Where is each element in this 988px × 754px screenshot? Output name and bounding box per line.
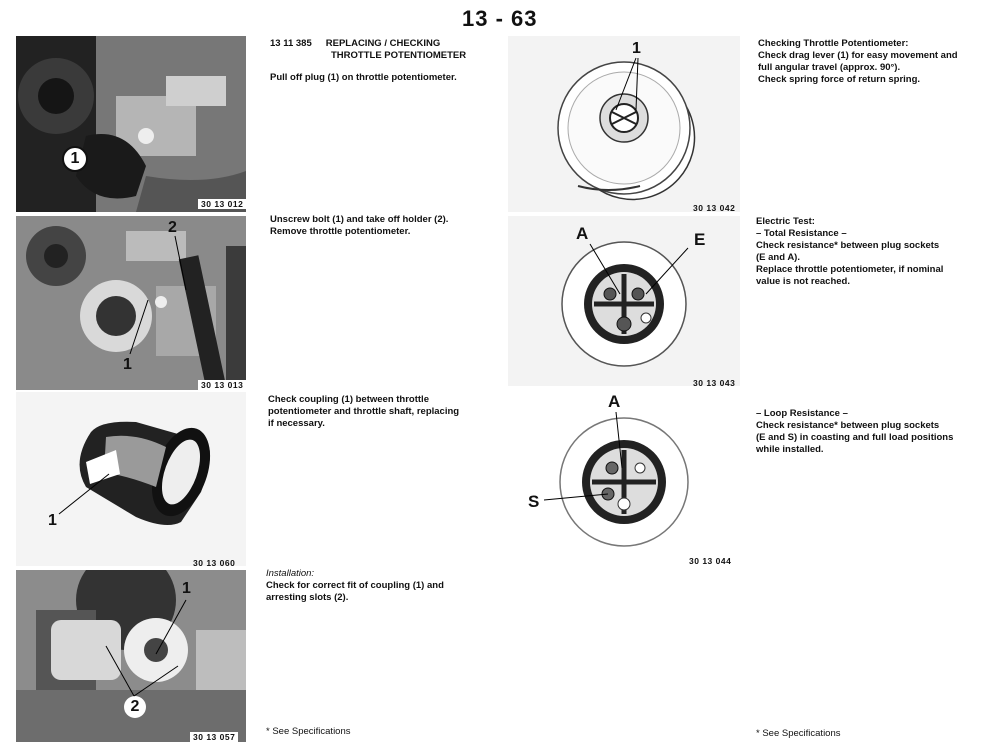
text-line: Pull off plug (1) on throttle potentiometer. [270, 72, 457, 83]
callout-E-fig043: E [694, 230, 706, 249]
text-line: Checking Throttle Potentiometer: [758, 38, 909, 49]
figure-code: 30 13 012 [198, 199, 246, 209]
figure-code: 30 13 013 [198, 380, 246, 390]
text-line: (E and A). [756, 252, 800, 263]
callout-1-photo4: 1 [182, 580, 191, 597]
text-line: Check coupling (1) between throttle [268, 394, 429, 405]
photo-coupling [16, 392, 246, 566]
text-line: potentiometer and throttle shaft, replacing [268, 406, 460, 417]
callout-1-photo3: 1 [48, 512, 57, 529]
footnote-right: * See Specifications [756, 728, 841, 739]
text-line: Check spring force of return spring. [758, 74, 921, 85]
text-line: Replace throttle potentiometer, if nominal [756, 264, 944, 275]
photo-plug [16, 36, 246, 212]
text-line: if necessary. [268, 418, 325, 429]
figure-code: 30 13 060 [193, 558, 236, 568]
text-line: while installed. [756, 444, 824, 455]
section-heading [270, 38, 500, 62]
text-line: Remove throttle potentiometer. [270, 226, 411, 237]
step-text-5 [758, 38, 983, 86]
heading-title-1: REPLACING / CHECKING [325, 38, 441, 49]
callout-1-photo1: 1 [62, 146, 88, 172]
callout-2-photo2: 2 [168, 219, 177, 236]
text-line: Check resistance* between plug sockets [756, 420, 940, 431]
text-line: – Loop Resistance – [756, 408, 848, 419]
text-line: value is not reached. [756, 276, 850, 287]
callout-S-fig044: S [528, 492, 540, 511]
text-line: Unscrew bolt (1) and take off holder (2). [270, 214, 449, 225]
leader-lines-photo2 [120, 220, 200, 360]
heading-code: 13 11 385 [270, 38, 312, 49]
step-text-7 [756, 408, 984, 456]
step-text-4 [266, 568, 506, 604]
callout-A-fig043: A [576, 224, 589, 243]
text-line: full angular travel (approx. 90°). [758, 62, 901, 73]
step-text-6 [756, 216, 984, 288]
leader-lines-fig044 [540, 410, 630, 510]
callout-1-fig042: 1 [632, 40, 641, 57]
text-line: arresting slots (2). [266, 592, 349, 603]
leader-line-photo3 [55, 470, 115, 520]
callout-2-photo4: 2 [124, 696, 146, 718]
page-number: 13 - 63 [462, 6, 538, 31]
leader-lines-fig042 [608, 56, 658, 116]
text-line: Electric Test: [756, 216, 815, 227]
text-line: Check resistance* between plug sockets [756, 240, 940, 251]
callout-1-photo2: 1 [123, 356, 132, 373]
step-text-3 [268, 394, 508, 430]
leader-lines-fig043 [584, 240, 694, 300]
step-text-1 [270, 72, 510, 84]
figure-code: 30 13 057 [190, 732, 238, 742]
figure-code: 30 13 043 [693, 378, 736, 388]
installation-label: Installation: [266, 568, 315, 579]
figure-code: 30 13 042 [693, 203, 736, 213]
text-line: (E and S) in coasting and full load positions [756, 432, 954, 443]
step-text-2 [270, 214, 510, 238]
leader-lines-photo4 [100, 596, 210, 706]
callout-A-fig044: A [608, 392, 621, 411]
heading-title-2: THROTTLE POTENTIOMETER [331, 50, 467, 61]
figure-code: 30 13 044 [689, 556, 732, 566]
text-line: – Total Resistance – [756, 228, 847, 239]
text-line: Check for correct fit of coupling (1) and [266, 580, 444, 591]
footnote-left: * See Specifications [266, 726, 351, 737]
text-line: Check drag lever (1) for easy movement and [758, 50, 958, 61]
